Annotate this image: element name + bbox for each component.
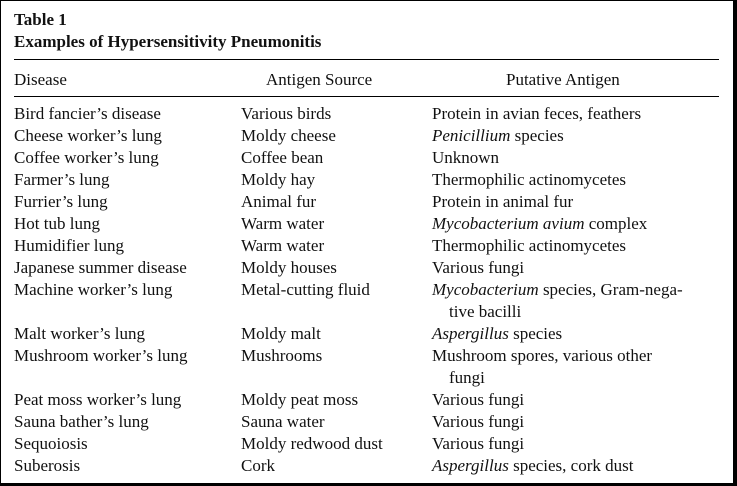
top-rule (14, 59, 719, 60)
putative-antigen-cell (432, 411, 724, 433)
antigen-text: Thermophilic actinomycetes (432, 170, 627, 189)
antigen-text: species, cork dust (508, 456, 634, 475)
table-row (14, 191, 724, 213)
antigen-source-cell: Moldy cheese (241, 126, 336, 145)
header-rule (14, 96, 719, 97)
table-caption: Examples of Hypersensitivity Pneumonitis (14, 32, 322, 51)
antigen-text: Various fungi (432, 390, 525, 409)
antigen-source-cell: Coffee bean (241, 148, 324, 167)
putative-antigen-cell (432, 279, 724, 323)
table-row (14, 389, 724, 411)
table-row (14, 433, 724, 455)
antigen-source-cell: Warm water (241, 214, 325, 233)
disease-cell: Bird fancier’s disease (14, 104, 161, 123)
disease-cell: Cheese worker’s lung (14, 126, 162, 145)
table-row (14, 257, 724, 279)
putative-antigen-cell (432, 191, 724, 213)
page-edge-right (733, 0, 737, 486)
antigen-text: species (508, 324, 563, 343)
antigen-text-continued: tive bacilli (449, 302, 522, 321)
antigen-text: complex (584, 214, 648, 233)
disease-cell: Furrier’s lung (14, 192, 108, 211)
putative-antigen-cell (432, 433, 724, 455)
table-row (14, 169, 724, 191)
antigen-source-cell: Various birds (241, 104, 332, 123)
table-row (14, 279, 724, 323)
antigen-text: Various fungi (432, 434, 525, 453)
organism-name: Mycobacterium (432, 280, 539, 299)
organism-name: Aspergillus (432, 324, 509, 343)
putative-antigen-cell (432, 455, 724, 477)
disease-cell: Coffee worker’s lung (14, 148, 159, 167)
antigen-text: Mushroom spores, various other (432, 346, 653, 365)
disease-cell: Sequoiosis (14, 434, 88, 453)
antigen-source-cell: Moldy houses (241, 258, 337, 277)
table-row (14, 455, 724, 477)
disease-cell: Sauna bather’s lung (14, 412, 149, 431)
putative-antigen-cell (432, 125, 724, 147)
disease-cell: Japanese summer disease (14, 258, 187, 277)
header-antigen-source: Antigen Source (266, 70, 373, 89)
header-putative-antigen: Putative Antigen (506, 70, 620, 89)
antigen-text: Various fungi (432, 412, 525, 431)
disease-cell: Farmer’s lung (14, 170, 110, 189)
putative-antigen-cell (432, 103, 724, 125)
organism-name: Mycobacterium avium (432, 214, 585, 233)
antigen-source-cell: Metal-cutting fluid (241, 280, 370, 299)
antigen-source-cell: Sauna water (241, 412, 325, 431)
table-row (14, 345, 724, 389)
disease-cell: Hot tub lung (14, 214, 100, 233)
table-row (14, 235, 724, 257)
disease-cell: Peat moss worker’s lung (14, 390, 182, 409)
disease-cell: Malt worker’s lung (14, 324, 145, 343)
antigen-source-cell: Moldy hay (241, 170, 316, 189)
table-body (14, 103, 724, 477)
antigen-source-cell: Cork (241, 456, 275, 475)
putative-antigen-cell (432, 169, 724, 191)
putative-antigen-cell (432, 235, 724, 257)
antigen-source-cell: Animal fur (241, 192, 317, 211)
antigen-text: species, Gram-nega- (538, 280, 683, 299)
organism-name: Aspergillus (432, 456, 509, 475)
disease-cell: Machine worker’s lung (14, 280, 173, 299)
table-label: Table 1 (14, 10, 67, 29)
putative-antigen-cell (432, 389, 724, 411)
disease-cell: Humidifier lung (14, 236, 125, 255)
antigen-text: species (510, 126, 564, 145)
organism-name: Penicillium (432, 126, 511, 145)
header-disease: Disease (14, 70, 67, 89)
antigen-text: Protein in animal fur (432, 192, 574, 211)
table-row (14, 411, 724, 433)
disease-cell: Mushroom worker’s lung (14, 346, 188, 365)
antigen-source-cell: Warm water (241, 236, 325, 255)
antigen-text: Thermophilic actinomycetes (432, 236, 627, 255)
antigen-text: Protein in avian feces, feathers (432, 104, 642, 123)
table-row (14, 213, 724, 235)
disease-cell: Suberosis (14, 456, 81, 475)
putative-antigen-cell (432, 345, 724, 389)
antigen-source-cell: Moldy malt (241, 324, 321, 343)
antigen-text-continued: fungi (449, 368, 485, 387)
putative-antigen-cell (432, 213, 724, 235)
table-row (14, 323, 724, 345)
putative-antigen-cell (432, 257, 724, 279)
antigen-source-cell: Moldy peat moss (241, 390, 359, 409)
table-row (14, 103, 724, 125)
antigen-source-cell: Mushrooms (241, 346, 323, 365)
antigen-text: Various fungi (432, 258, 525, 277)
antigen-text: Unknown (432, 148, 500, 167)
putative-antigen-cell (432, 147, 724, 169)
putative-antigen-cell (432, 323, 724, 345)
table-row (14, 147, 724, 169)
antigen-source-cell: Moldy redwood dust (241, 434, 383, 453)
table-row (14, 125, 724, 147)
